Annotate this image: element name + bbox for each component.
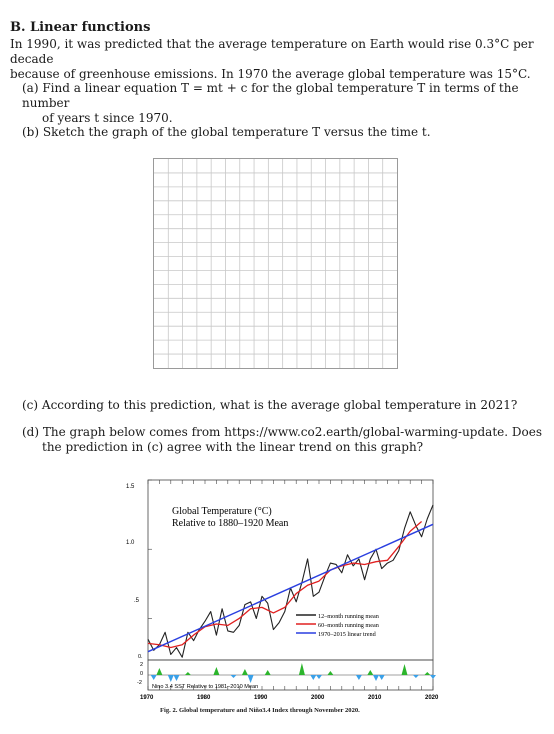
nino-negative-trough	[231, 675, 237, 678]
nino-positive-peak	[424, 672, 430, 675]
question-a	[22, 81, 542, 126]
temperature-chart	[120, 478, 445, 706]
nino-tick-2: 2	[140, 662, 144, 668]
y-tick-3: .5	[134, 598, 140, 604]
nino-positive-peak	[213, 667, 219, 675]
nino-negative-trough	[168, 675, 174, 682]
nino-negative-trough	[356, 675, 362, 680]
x-tick-label: 2000	[311, 695, 325, 701]
question-d	[22, 425, 542, 455]
x-tick-label: 2010	[368, 695, 382, 701]
nino-negative-trough	[174, 675, 180, 681]
intro-line-1: In 1990, it was predicted that the average temperature on Earth would rise 0.3°C per decade	[10, 37, 534, 66]
sketch-grid-lines	[154, 159, 397, 368]
question-d-line-2: the prediction in (c) agree with the linear trend on this graph?	[42, 440, 424, 454]
legend-label-60mo: 60–month running mean	[318, 622, 379, 629]
y-tick-2: 1.0	[126, 540, 135, 546]
nino-axis-label: Nino 3.4 SST Relative to 1981–2010 Mean	[152, 684, 259, 690]
intro-line-2: because of greenhouse emissions. In 1970 the average global temperature was 15°C.	[10, 67, 531, 81]
nino-positive-peak	[402, 664, 408, 675]
nino-positive-peak	[185, 672, 191, 675]
nino-positive-peak	[156, 668, 162, 675]
nino-positive-peak	[265, 670, 271, 675]
series-60mo-line	[148, 522, 422, 648]
nino-negative-trough	[248, 675, 254, 683]
chart-title: Global Temperature (°C)	[172, 506, 272, 517]
intro-paragraph	[10, 37, 540, 82]
legend-label-12mo: 12–month running mean	[318, 613, 379, 620]
nino-negative-trough	[373, 675, 379, 681]
chart-subtitle: Relative to 1880–1920 Mean	[172, 518, 289, 529]
chart-legend	[296, 613, 379, 638]
question-b-line-1: (b) Sketch the graph of the global temperature T versus the time t.	[22, 125, 431, 139]
series-trend-line	[148, 524, 433, 651]
question-a-line-1: (a) Find a linear equation T = mt + c for the global temperature T in terms of the number	[22, 81, 519, 110]
figure-caption: Fig. 2. Global temperature and Niño3.4 Index through November 2020.	[160, 707, 360, 714]
question-a-line-2: of years t since 1970.	[42, 111, 173, 125]
legend-label-trend: 1970–2015 linear trend	[318, 631, 376, 638]
nino-negative-trough	[151, 675, 157, 680]
y-tick-1: 1.5	[126, 484, 135, 490]
nino-positive-peak	[327, 671, 333, 675]
nino-negative-trough	[379, 675, 385, 680]
nino-tick-4: -2	[137, 680, 142, 686]
question-b	[22, 125, 542, 140]
x-tick-label: 1980	[197, 695, 211, 701]
question-c	[22, 398, 542, 413]
x-tick-label: 1970	[140, 695, 154, 701]
sketch-grid[interactable]	[153, 158, 398, 369]
nino-positive-peak	[242, 669, 248, 675]
nino-tick-3: 0	[140, 671, 144, 677]
section-heading: B. Linear functions	[10, 20, 151, 35]
nino-positive-peak	[367, 670, 373, 675]
nino-negative-trough	[413, 675, 419, 678]
question-d-line-1: (d) The graph below comes from https://www.co2.earth/global-warming-update. Does	[22, 425, 542, 439]
question-c-line-1: (c) According to this prediction, what is the average global temperature in 2021?	[22, 398, 518, 412]
nino-tick-1: 0.	[138, 654, 143, 660]
nino-negative-trough	[316, 675, 322, 679]
nino-positive-peak	[299, 663, 305, 675]
nino-negative-trough	[430, 675, 436, 679]
nino-negative-trough	[310, 675, 316, 680]
x-tick-label: 1990	[254, 695, 268, 701]
x-tick-label: 2020	[425, 695, 439, 701]
